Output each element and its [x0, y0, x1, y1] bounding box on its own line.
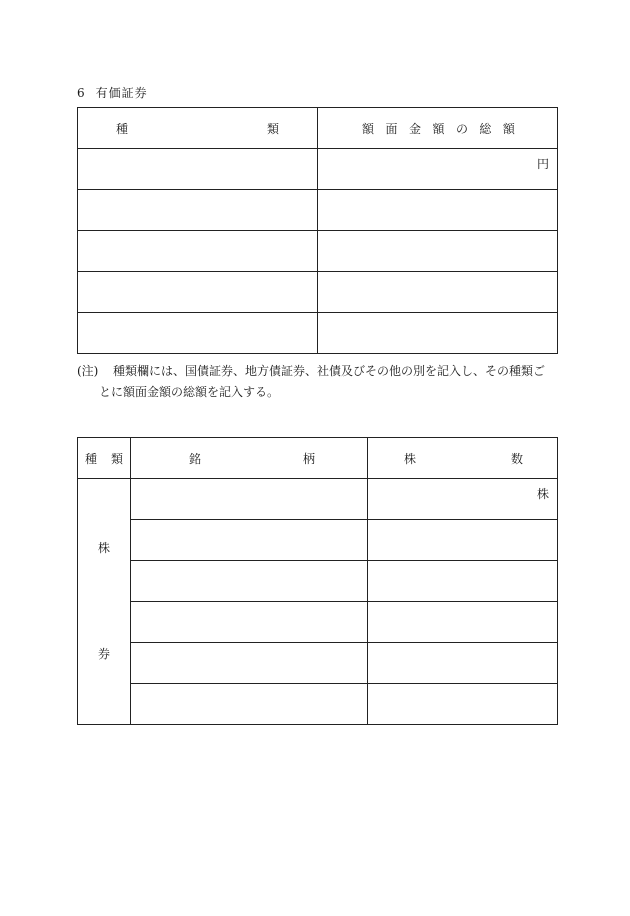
note-text-1: 種類欄には、国債証券、地方債証券、社債及びその他の別を記入し、その種類ご: [113, 364, 546, 378]
note-line-2: とに額面金額の総額を記入する。: [99, 385, 280, 399]
kind-input-cell[interactable]: [78, 190, 318, 231]
header-kind-char: 類: [111, 451, 124, 466]
header-kind: [78, 438, 131, 479]
table-row: [78, 643, 558, 684]
header-total-char: 額: [432, 121, 445, 136]
stock-kind-cell: [78, 479, 131, 725]
header-count: [368, 438, 558, 479]
table-row: [78, 561, 558, 602]
total-input-cell[interactable]: [318, 231, 558, 272]
table-row: [78, 479, 558, 520]
count-input-cell[interactable]: [368, 602, 558, 643]
section-title: 有価証券: [95, 86, 148, 100]
stocks-header-row: [78, 438, 558, 479]
header-total-char: 総: [479, 121, 492, 136]
header-total-char: 額: [502, 121, 515, 136]
kind-input-cell[interactable]: [78, 149, 318, 190]
header-kind: [78, 108, 318, 149]
yen-unit-label: 円: [536, 156, 549, 171]
brand-input-cell[interactable]: [131, 602, 368, 643]
securities-header-row: [78, 108, 558, 149]
stock-kind-char: 券: [97, 647, 110, 661]
header-brand: [131, 438, 368, 479]
table-row: [78, 272, 558, 313]
total-input-cell[interactable]: [318, 149, 558, 190]
header-total-char: の: [455, 121, 468, 136]
stocks-table: [77, 437, 558, 725]
header-kind-char: 類: [266, 121, 279, 136]
kind-input-cell[interactable]: [78, 313, 318, 354]
total-input-cell[interactable]: [318, 313, 558, 354]
kind-input-cell[interactable]: [78, 231, 318, 272]
section-number: 6: [77, 86, 86, 100]
section-heading: [77, 84, 148, 101]
header-total-face-value: [318, 108, 558, 149]
count-input-cell[interactable]: [368, 479, 558, 520]
header-count-char: 株: [404, 451, 417, 466]
table-row: [78, 231, 558, 272]
table-row: [78, 149, 558, 190]
header-brand-char: 銘: [189, 451, 202, 466]
header-total-char: 面: [385, 121, 398, 136]
brand-input-cell[interactable]: [131, 643, 368, 684]
header-kind-char: 種: [116, 121, 129, 136]
share-unit-label: 株: [536, 486, 549, 501]
header-kind-char: 種: [84, 451, 97, 466]
count-input-cell[interactable]: [368, 684, 558, 725]
table-row: [78, 520, 558, 561]
kind-input-cell[interactable]: [78, 272, 318, 313]
note-line-1: [77, 361, 567, 382]
brand-input-cell[interactable]: [131, 479, 368, 520]
count-input-cell[interactable]: [368, 643, 558, 684]
header-count-char: 数: [510, 451, 523, 466]
brand-input-cell[interactable]: [131, 561, 368, 602]
total-input-cell[interactable]: [318, 272, 558, 313]
securities-table: [77, 107, 558, 354]
stock-kind-char: 株: [97, 541, 110, 555]
table-row: [78, 313, 558, 354]
table-row: [78, 190, 558, 231]
header-total-char: 額: [362, 121, 375, 136]
header-brand-char: 柄: [302, 451, 315, 466]
brand-input-cell[interactable]: [131, 520, 368, 561]
note-mark: (注): [77, 364, 99, 378]
header-total-char: 金: [408, 121, 421, 136]
brand-input-cell[interactable]: [131, 684, 368, 725]
table-row: [78, 602, 558, 643]
count-input-cell[interactable]: [368, 561, 558, 602]
count-input-cell[interactable]: [368, 520, 558, 561]
total-input-cell[interactable]: [318, 190, 558, 231]
note: [77, 361, 567, 403]
table-row: [78, 684, 558, 725]
